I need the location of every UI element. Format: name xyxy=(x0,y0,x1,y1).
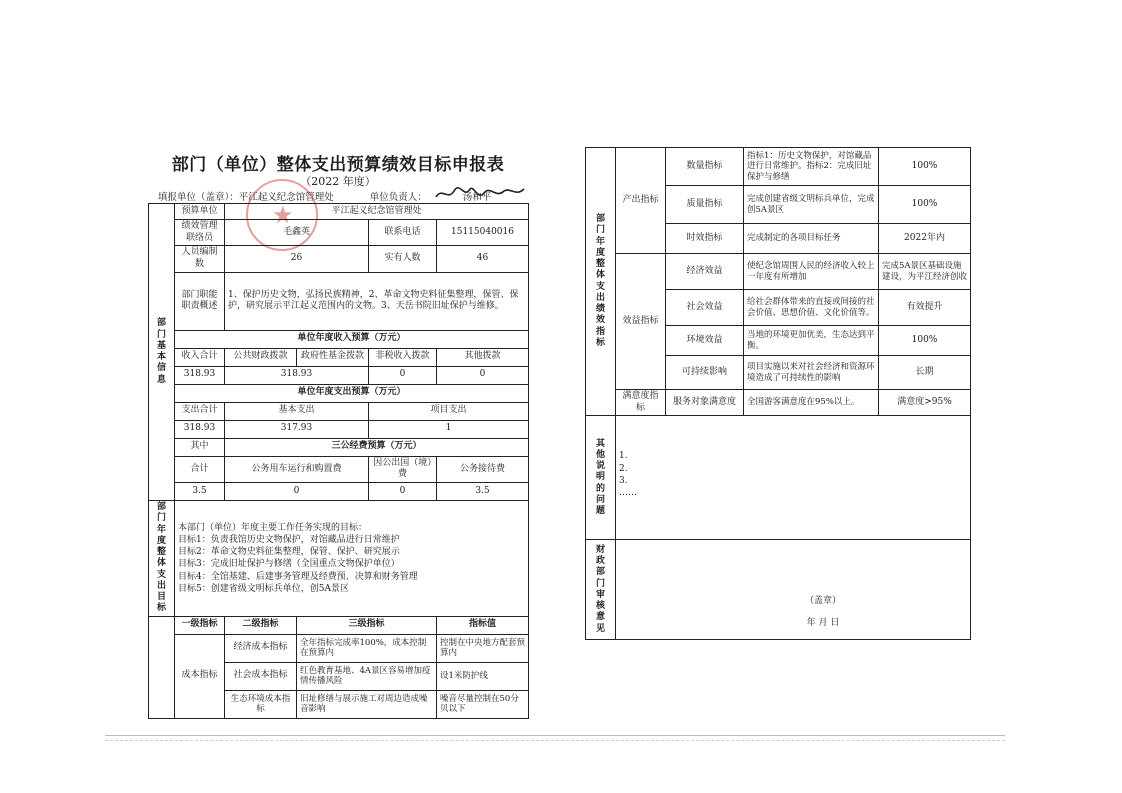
review-date-text: 年 月 日 xyxy=(806,617,840,628)
cost-level3: 全年指标完成率100%，成本控制在预算内 xyxy=(297,634,437,662)
report-page-left xyxy=(148,145,528,715)
income-header: 政府性基金拨款 xyxy=(297,348,369,366)
fill-info-line xyxy=(158,189,528,203)
income-title: 单位年度收入预算（万元） xyxy=(175,330,529,348)
cost-header: 一级指标 xyxy=(175,616,225,634)
perf-value: 完成5A景区基础设施建设，为平江经济创收 xyxy=(879,254,971,290)
scan-border-line xyxy=(105,735,1005,736)
output-indicator-label: 产出指标 xyxy=(616,148,666,254)
perf-desc: 完成制定的各项目标任务 xyxy=(744,224,879,254)
three-public-header: 公务用车运行和购置费 xyxy=(225,456,369,482)
form-year: （2022 年度） xyxy=(300,175,376,188)
contact-person-value: 毛鑫英 xyxy=(225,220,369,246)
expense-value: 1 xyxy=(369,420,529,438)
expense-header: 基本支出 xyxy=(225,402,369,420)
perf-name: 质量指标 xyxy=(666,186,744,224)
responsible-label: 单位负责人： xyxy=(369,192,427,203)
goal-line: 目标5：创建省级文明标兵单位，创5A景区 xyxy=(178,583,349,594)
cost-level2: 经济成本指标 xyxy=(225,634,297,662)
scan-border-line xyxy=(105,740,1005,741)
three-public-value: 0 xyxy=(225,483,369,501)
review-seal-text: （盖章） xyxy=(804,596,841,606)
cost-level2: 社会成本指标 xyxy=(225,662,297,690)
perf-desc: 项目实施以来对社会经济和资源环境造成了可持续性的影响 xyxy=(744,356,879,390)
goal-line: 目标3：完成旧址保护与修缮（全国重点文物保护单位） xyxy=(178,559,400,570)
expense-header: 支出合计 xyxy=(175,402,225,420)
phone-value: 15115040016 xyxy=(437,220,529,246)
perf-name: 经济效益 xyxy=(666,254,744,290)
income-value: 0 xyxy=(369,366,437,384)
staff-quota-label: 人员编制数 xyxy=(175,246,225,272)
perf-name: 社会效益 xyxy=(666,290,744,326)
perf-name: 时效指标 xyxy=(666,224,744,254)
cost-level3: 旧址修缮与展示施工对周边造成噪音影响 xyxy=(297,690,437,718)
expense-header: 项目支出 xyxy=(369,402,529,420)
three-public-value: 3.5 xyxy=(437,483,529,501)
perf-value: 100% xyxy=(879,326,971,356)
cost-value: 设1米防护线 xyxy=(437,662,529,690)
perf-name: 服务对象满意度 xyxy=(666,390,744,416)
budget-unit-label: 预算单位 xyxy=(175,204,225,220)
budget-unit-value: 平江起义纪念馆管理处 xyxy=(225,204,529,220)
right-form-table xyxy=(585,147,971,640)
note-line: …… xyxy=(619,487,637,498)
basic-info-section-label: 部门基本信息 xyxy=(149,204,175,501)
finance-review-section-label: 财政部门审核意见 xyxy=(586,540,616,640)
perf-desc: 给社会群体带来的直接或间接的社会价值、思想价值、文化价值等。 xyxy=(744,290,879,326)
perf-name: 数量指标 xyxy=(666,148,744,186)
cost-header: 二级指标 xyxy=(225,616,297,634)
staff-quota-value: 26 xyxy=(225,246,369,272)
left-form-table xyxy=(148,203,529,719)
perf-desc: 使纪念馆周围人民的经济收入较上一年度有所增加 xyxy=(744,254,879,290)
perf-value: 100% xyxy=(879,186,971,224)
three-public-value: 0 xyxy=(369,483,437,501)
actual-staff-label: 实有人数 xyxy=(369,246,437,272)
perf-name: 可持续影响 xyxy=(666,356,744,390)
perf-desc: 全国游客满意度在95%以上。 xyxy=(744,390,879,416)
income-header: 公共财政拨款 xyxy=(225,348,297,366)
perf-desc: 当地的环境更加优美，生态达到平衡。 xyxy=(744,326,879,356)
benefit-indicator-label: 效益指标 xyxy=(616,254,666,390)
income-value: 318.93 xyxy=(175,366,225,384)
cost-blank-cell xyxy=(149,616,175,718)
three-public-header: 因公出国（境）费 xyxy=(369,456,437,482)
phone-label: 联系电话 xyxy=(369,220,437,246)
three-public-title: 三公经费预算（万元） xyxy=(225,438,529,456)
perf-desc: 完成创建省级文明标兵单位，完成创5A景区 xyxy=(744,186,879,224)
actual-staff-value: 46 xyxy=(437,246,529,272)
perf-value: 100% xyxy=(879,148,971,186)
cost-value: 噪音尽量控制在50分贝以下 xyxy=(437,690,529,718)
goal-line: 目标2：革命文物史料征集整理，保管、保护、研究展示 xyxy=(178,547,400,558)
note-line: 3. xyxy=(619,475,628,486)
three-public-header: 合计 xyxy=(175,456,225,482)
official-seal-stamp: ★ xyxy=(246,179,318,251)
goals-list xyxy=(175,501,529,617)
other-notes-section-label: 其他说明的问题 xyxy=(586,416,616,540)
form-title: 部门（单位）整体支出预算绩效目标申报表 xyxy=(171,155,505,175)
perf-desc: 指标1：历史文物保护，对馆藏品进行日常维护。指标2：完成旧址保护与修缮 xyxy=(744,148,879,186)
cost-header: 三级指标 xyxy=(297,616,437,634)
goals-section-label: 部门年度整体支出目标 xyxy=(149,501,175,617)
perf-name: 环境效益 xyxy=(666,326,744,356)
cost-header: 指标值 xyxy=(437,616,529,634)
perf-value: 长期 xyxy=(879,356,971,390)
expense-value: 318.93 xyxy=(175,420,225,438)
cost-level1-label: 成本指标 xyxy=(175,634,225,718)
perf-value: 有效提升 xyxy=(879,290,971,326)
fill-unit-label: 填报单位（盖章）： xyxy=(158,192,239,203)
duties-label: 部门职能职责概述 xyxy=(175,272,225,330)
income-value: 318.93 xyxy=(225,366,369,384)
finance-review-area xyxy=(616,540,971,640)
income-header: 收入合计 xyxy=(175,348,225,366)
other-notes-list xyxy=(616,416,971,540)
perf-value: 满意度>95% xyxy=(879,390,971,416)
cost-level3: 红色教育基地、4A景区容易增加疫情传播风险 xyxy=(297,662,437,690)
fill-unit-value: 平江起义纪念馆管理处 xyxy=(238,192,334,203)
cost-value: 控制在中央地方配套预算内 xyxy=(437,634,529,662)
goal-line: 目标4：全馆基建、后建事务管理及经费预、决算和财务管理 xyxy=(178,571,418,582)
contact-person-label: 绩效管理联络员 xyxy=(175,220,225,246)
perf-value: 2022年内 xyxy=(879,224,971,254)
goal-line: 目标1：负责我馆历史文物保护，对馆藏品进行日常维护 xyxy=(178,535,400,546)
cost-level2: 生态环境成本指标 xyxy=(225,690,297,718)
responsible-value: 汤和平 xyxy=(462,192,492,203)
three-public-header: 公务接待费 xyxy=(437,456,529,482)
income-value: 0 xyxy=(437,366,529,384)
perf-section-label: 部门年度整体支出绩效指标 xyxy=(586,148,616,416)
three-public-value: 3.5 xyxy=(175,483,225,501)
income-header: 其他拨款 xyxy=(437,348,529,366)
satisfaction-indicator-label: 满意度指标 xyxy=(616,390,666,416)
note-line: 2. xyxy=(619,463,628,474)
expense-title: 单位年度支出预算（万元） xyxy=(175,384,529,402)
note-line: 1. xyxy=(619,451,628,462)
goal-line: 本部门（单位）年度主要工作任务实现的目标： xyxy=(178,522,368,533)
three-public-prefix: 其中 xyxy=(175,438,225,456)
report-page-right xyxy=(585,147,970,632)
duties-value: 1、保护历史文物，弘扬民族精神，2、革命文物史料征集整理，保管、保护，研究展示平江起义范围内的文物。3、天岳书院旧址保护与维修。 xyxy=(225,272,529,330)
income-header: 非税收入拨款 xyxy=(369,348,437,366)
expense-value: 317.93 xyxy=(225,420,369,438)
